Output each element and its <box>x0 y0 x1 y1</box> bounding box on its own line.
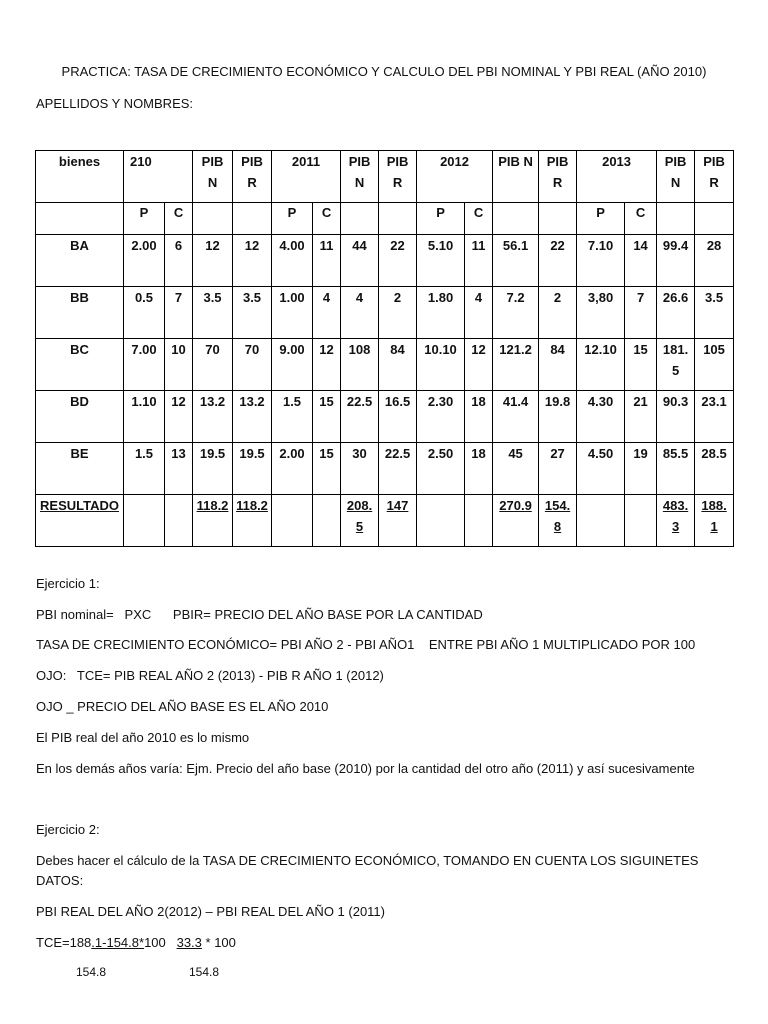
table-cell: 85.5 <box>657 443 695 495</box>
subheader-cell: C <box>165 203 193 235</box>
good-name-cell: BD <box>36 391 124 443</box>
exercise-1-line: El PIB real del año 2010 es lo mismo <box>36 730 250 745</box>
exercise-1-line: OJO _ PRECIO DEL AÑO BASE ES EL AÑO 2010 <box>36 699 329 714</box>
table-cell: 11 <box>313 235 341 287</box>
table-cell: 7 <box>165 287 193 339</box>
table-header-row <box>36 151 734 203</box>
table-cell: 22 <box>379 235 417 287</box>
header-cell: PIB R <box>695 151 734 203</box>
formula-part: TCE=188 <box>36 935 92 950</box>
table-cell: 99.4 <box>657 235 695 287</box>
table-cell: 7 <box>625 287 657 339</box>
result-cell: 154.8 <box>539 495 577 547</box>
table-cell: 2.50 <box>417 443 465 495</box>
exercise-1-line: TASA DE CRECIMIENTO ECONÓMICO= PBI AÑO 2 - PBI AÑO1 ENTRE PBI AÑO 1 MULTIPLICADO POR 100 <box>36 637 696 652</box>
header-cell: bienes <box>36 151 124 203</box>
table-cell: 1.5 <box>272 391 313 443</box>
table-cell: 26.6 <box>657 287 695 339</box>
exercise-1-line: PBI nominal= PXC PBIR= PRECIO DEL AÑO BASE POR LA CANTIDAD <box>36 607 483 622</box>
formula-part: 100 <box>144 935 177 950</box>
result-cell <box>165 495 193 547</box>
table-subheader-row <box>36 203 734 235</box>
table-cell: 10 <box>165 339 193 391</box>
result-cell <box>124 495 165 547</box>
table-cell: 2.00 <box>272 443 313 495</box>
gdp-table <box>35 150 734 547</box>
result-cell <box>272 495 313 547</box>
table-cell: 15 <box>313 391 341 443</box>
table-cell: 108 <box>341 339 379 391</box>
result-cell: 118.2 <box>193 495 233 547</box>
table-cell: 3.5 <box>695 287 734 339</box>
subheader-cell: P <box>272 203 313 235</box>
result-cell: 118.2 <box>233 495 272 547</box>
subheader-cell <box>657 203 695 235</box>
header-cell: PIB R <box>233 151 272 203</box>
exercise-1-heading: Ejercicio 1: <box>36 576 100 591</box>
header-year-cell: 2011 <box>272 151 341 203</box>
table-cell: 4.30 <box>577 391 625 443</box>
table-cell: 19.5 <box>233 443 272 495</box>
table-cell: 18 <box>465 391 493 443</box>
subheader-cell: P <box>417 203 465 235</box>
good-name-cell: BA <box>36 235 124 287</box>
table-cell: 23.1 <box>695 391 734 443</box>
formula-part: * 100 <box>201 935 236 950</box>
result-cell <box>577 495 625 547</box>
subheader-cell <box>539 203 577 235</box>
table-cell: 10.10 <box>417 339 465 391</box>
table-cell: 2 <box>379 287 417 339</box>
header-cell: PIB N <box>341 151 379 203</box>
table-cell: 7.00 <box>124 339 165 391</box>
table-cell: 13 <box>165 443 193 495</box>
table-cell: 9.00 <box>272 339 313 391</box>
table-cell: 90.3 <box>657 391 695 443</box>
formula <box>36 935 236 950</box>
result-cell <box>465 495 493 547</box>
result-cell: 483.3 <box>657 495 695 547</box>
table-cell: 84 <box>539 339 577 391</box>
table-cell: 45 <box>493 443 539 495</box>
names-label: APELLIDOS Y NOMBRES: <box>36 96 194 111</box>
formula-denominator: 154.8 <box>76 965 107 979</box>
table-cell: 18 <box>465 443 493 495</box>
subheader-cell <box>193 203 233 235</box>
table-cell: 13.2 <box>233 391 272 443</box>
table-cell: 5.10 <box>417 235 465 287</box>
good-name-cell: BC <box>36 339 124 391</box>
header-cell: PIB N <box>193 151 233 203</box>
table-cell: 121.2 <box>493 339 539 391</box>
table-cell: 3.5 <box>233 287 272 339</box>
result-cell <box>417 495 465 547</box>
table-cell: 56.1 <box>493 235 539 287</box>
table-cell: 22.5 <box>379 443 417 495</box>
formula-result: 33.3 <box>176 935 202 950</box>
good-name-cell: BB <box>36 287 124 339</box>
subheader-cell <box>493 203 539 235</box>
table-row <box>36 391 734 443</box>
table-cell: 4.00 <box>272 235 313 287</box>
exercise-1-line: En los demás años varía: Ejm. Precio del año base (2010) por la cantidad del otro año (2011) y así sucesivamente <box>36 761 695 776</box>
table-cell: 181.5 <box>657 339 695 391</box>
table-cell: 4 <box>341 287 379 339</box>
table-cell: 6 <box>165 235 193 287</box>
exercise-2-heading: Ejercicio 2: <box>36 822 100 837</box>
header-year-cell: 2012 <box>417 151 493 203</box>
table-cell: 1.00 <box>272 287 313 339</box>
table-cell: 7.10 <box>577 235 625 287</box>
table-cell: 22.5 <box>341 391 379 443</box>
table-cell: 28 <box>695 235 734 287</box>
table-cell: 22 <box>539 235 577 287</box>
table-cell: 12 <box>313 339 341 391</box>
exercise-2-line: DATOS: <box>36 873 84 888</box>
table-cell: 12 <box>233 235 272 287</box>
header-cell: PIB N <box>493 151 539 203</box>
table-cell: 70 <box>193 339 233 391</box>
table-cell: 4.50 <box>577 443 625 495</box>
table-cell: 41.4 <box>493 391 539 443</box>
table-cell: 12 <box>193 235 233 287</box>
table-cell: 44 <box>341 235 379 287</box>
header-year-cell: 2013 <box>577 151 657 203</box>
subheader-cell <box>695 203 734 235</box>
result-cell: 147 <box>379 495 417 547</box>
table-cell: 15 <box>625 339 657 391</box>
table-cell: 11 <box>465 235 493 287</box>
result-label-cell: RESULTADO <box>36 495 124 547</box>
table-cell: 30 <box>341 443 379 495</box>
table-cell: 105 <box>695 339 734 391</box>
table-cell: 70 <box>233 339 272 391</box>
table-cell: 1.10 <box>124 391 165 443</box>
subheader-cell <box>379 203 417 235</box>
header-cell: PIB N <box>657 151 695 203</box>
table-cell: 2 <box>539 287 577 339</box>
header-cell: PIB R <box>539 151 577 203</box>
subheader-cell: C <box>465 203 493 235</box>
subheader-cell: P <box>124 203 165 235</box>
table-cell: 16.5 <box>379 391 417 443</box>
good-name-cell: BE <box>36 443 124 495</box>
table-cell: 15 <box>313 443 341 495</box>
table-cell: 14 <box>625 235 657 287</box>
table-cell: 1.80 <box>417 287 465 339</box>
subheader-cell: C <box>625 203 657 235</box>
subheader-cell: P <box>577 203 625 235</box>
result-cell: 270.9 <box>493 495 539 547</box>
exercise-2-line: PBI REAL DEL AÑO 2(2012) – PBI REAL DEL AÑO 1 (2011) <box>36 904 385 919</box>
formula-denominator: 154.8 <box>189 965 220 979</box>
table-cell: 27 <box>539 443 577 495</box>
table-cell: 84 <box>379 339 417 391</box>
table-cell: 4 <box>465 287 493 339</box>
result-cell: 188.1 <box>695 495 734 547</box>
table-cell: 1.5 <box>124 443 165 495</box>
table-cell: 28.5 <box>695 443 734 495</box>
table-row <box>36 235 734 287</box>
table-cell: 2.00 <box>124 235 165 287</box>
table-cell: 3.5 <box>193 287 233 339</box>
table-cell: 2.30 <box>417 391 465 443</box>
table-cell: 13.2 <box>193 391 233 443</box>
exercise-2-line: Debes hacer el cálculo de la TASA DE CRECIMIENTO ECONÓMICO, TOMANDO EN CUENTA LOS SIGUINETES <box>36 853 699 868</box>
table-cell: 12 <box>465 339 493 391</box>
table-cell: 19 <box>625 443 657 495</box>
table-row <box>36 339 734 391</box>
table-result-row <box>36 495 734 547</box>
table-cell: 12 <box>165 391 193 443</box>
page-title: PRACTICA: TASA DE CRECIMIENTO ECONÓMICO Y CALCULO DEL PBI NOMINAL Y PBI REAL (AÑO 2010) <box>61 64 707 79</box>
table-cell: 3,80 <box>577 287 625 339</box>
table-cell: 7.2 <box>493 287 539 339</box>
exercise-1-line: OJO: TCE= PIB REAL AÑO 2 (2013) - PIB R AÑO 1 (2012) <box>36 668 384 683</box>
header-year-cell: 210 <box>124 151 193 203</box>
table-cell: 19.8 <box>539 391 577 443</box>
table-cell: 0.5 <box>124 287 165 339</box>
table-row <box>36 443 734 495</box>
table-cell: 12.10 <box>577 339 625 391</box>
subheader-cell <box>36 203 124 235</box>
subheader-cell <box>341 203 379 235</box>
subheader-cell: C <box>313 203 341 235</box>
table-cell: 4 <box>313 287 341 339</box>
table-cell: 19.5 <box>193 443 233 495</box>
result-cell <box>313 495 341 547</box>
result-cell <box>625 495 657 547</box>
table-row <box>36 287 734 339</box>
subheader-cell <box>233 203 272 235</box>
table-cell: 21 <box>625 391 657 443</box>
result-cell: 208.5 <box>341 495 379 547</box>
formula-numerator: .1-154.8* <box>91 935 145 950</box>
header-cell: PIB R <box>379 151 417 203</box>
